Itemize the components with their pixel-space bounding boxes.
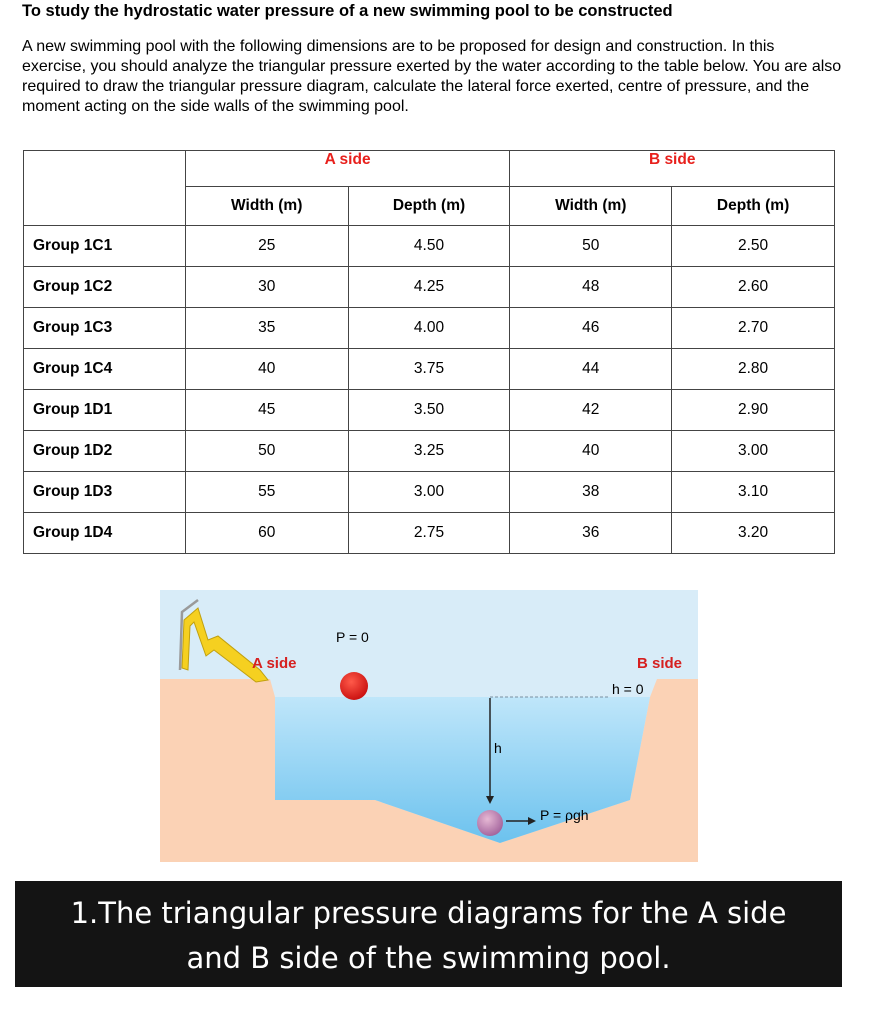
group-cell: Group 1D1: [24, 390, 186, 431]
table-row: [24, 308, 835, 349]
a-depth-cell: 3.50: [348, 390, 510, 431]
table-row: [24, 472, 835, 513]
pool-pressure-diagram: [160, 590, 698, 862]
group-cell: Group 1D2: [24, 431, 186, 472]
col-header-b-depth: Depth (m): [672, 187, 835, 226]
a-side-label: A side: [252, 655, 297, 672]
page-title: To study the hydrostatic water pressure of a new swimming pool to be constructed: [22, 2, 673, 20]
dimensions-table: [23, 150, 835, 554]
b-width-cell: 36: [510, 513, 672, 554]
b-depth-cell: 2.70: [672, 308, 835, 349]
b-width-cell: 40: [510, 431, 672, 472]
a-depth-cell: 3.75: [348, 349, 510, 390]
b-depth-cell: 2.50: [672, 226, 835, 267]
a-width-cell: 55: [185, 472, 348, 513]
table-row: [24, 431, 835, 472]
table-row: [24, 513, 835, 554]
bottom-ball-icon: [477, 810, 503, 836]
a-width-cell: 60: [185, 513, 348, 554]
col-header-a-depth: Depth (m): [348, 187, 510, 226]
a-width-cell: 25: [185, 226, 348, 267]
b-depth-cell: 2.60: [672, 267, 835, 308]
table-corner-cell: [24, 151, 186, 226]
caption-banner: [15, 881, 842, 987]
caption-line-2: and B side of the swimming pool.: [186, 941, 671, 975]
b-width-cell: 48: [510, 267, 672, 308]
a-width-cell: 35: [185, 308, 348, 349]
b-width-cell: 42: [510, 390, 672, 431]
b-width-cell: 46: [510, 308, 672, 349]
col-header-a-width: Width (m): [185, 187, 348, 226]
group-cell: Group 1D3: [24, 472, 186, 513]
h-zero-label: h = 0: [612, 681, 644, 697]
b-depth-cell: 3.00: [672, 431, 835, 472]
pool-illustration: [160, 590, 698, 862]
table-row: [24, 267, 835, 308]
p-zero-label: P = 0: [336, 629, 369, 645]
group-cell: Group 1C1: [24, 226, 186, 267]
a-depth-cell: 3.00: [348, 472, 510, 513]
a-width-cell: 30: [185, 267, 348, 308]
group-cell: Group 1C2: [24, 267, 186, 308]
table-header-sides: [24, 151, 835, 187]
a-width-cell: 50: [185, 431, 348, 472]
a-side-header: A side: [185, 151, 510, 187]
a-depth-cell: 3.25: [348, 431, 510, 472]
col-header-b-width: Width (m): [510, 187, 672, 226]
table-row: [24, 226, 835, 267]
b-depth-cell: 2.90: [672, 390, 835, 431]
table-row: [24, 390, 835, 431]
b-side-header: B side: [510, 151, 835, 187]
a-width-cell: 45: [185, 390, 348, 431]
a-depth-cell: 4.00: [348, 308, 510, 349]
h-label: h: [494, 740, 502, 756]
a-width-cell: 40: [185, 349, 348, 390]
caption-line-1: 1.The triangular pressure diagrams for the A side: [70, 896, 787, 930]
pressure-formula-label: P = ρgh: [540, 807, 589, 823]
group-cell: Group 1D4: [24, 513, 186, 554]
a-depth-cell: 4.25: [348, 267, 510, 308]
b-width-cell: 50: [510, 226, 672, 267]
group-cell: Group 1C3: [24, 308, 186, 349]
b-side-label: B side: [637, 655, 683, 672]
table-row: [24, 349, 835, 390]
surface-ball-icon: [340, 672, 368, 700]
group-cell: Group 1C4: [24, 349, 186, 390]
b-depth-cell: 3.10: [672, 472, 835, 513]
a-depth-cell: 4.50: [348, 226, 510, 267]
b-depth-cell: 2.80: [672, 349, 835, 390]
b-width-cell: 44: [510, 349, 672, 390]
intro-paragraph: A new swimming pool with the following dimensions are to be proposed for design and construction. In this exercise, you should analyze the triangular pressure exerted by the water according to the table below. You are also required to draw the triangular pressure diagram, calculate the lateral force exerted, centre of pressure, and the moment acting on the side walls of the swimming pool.: [22, 38, 842, 115]
b-depth-cell: 3.20: [672, 513, 835, 554]
a-depth-cell: 2.75: [348, 513, 510, 554]
b-width-cell: 38: [510, 472, 672, 513]
